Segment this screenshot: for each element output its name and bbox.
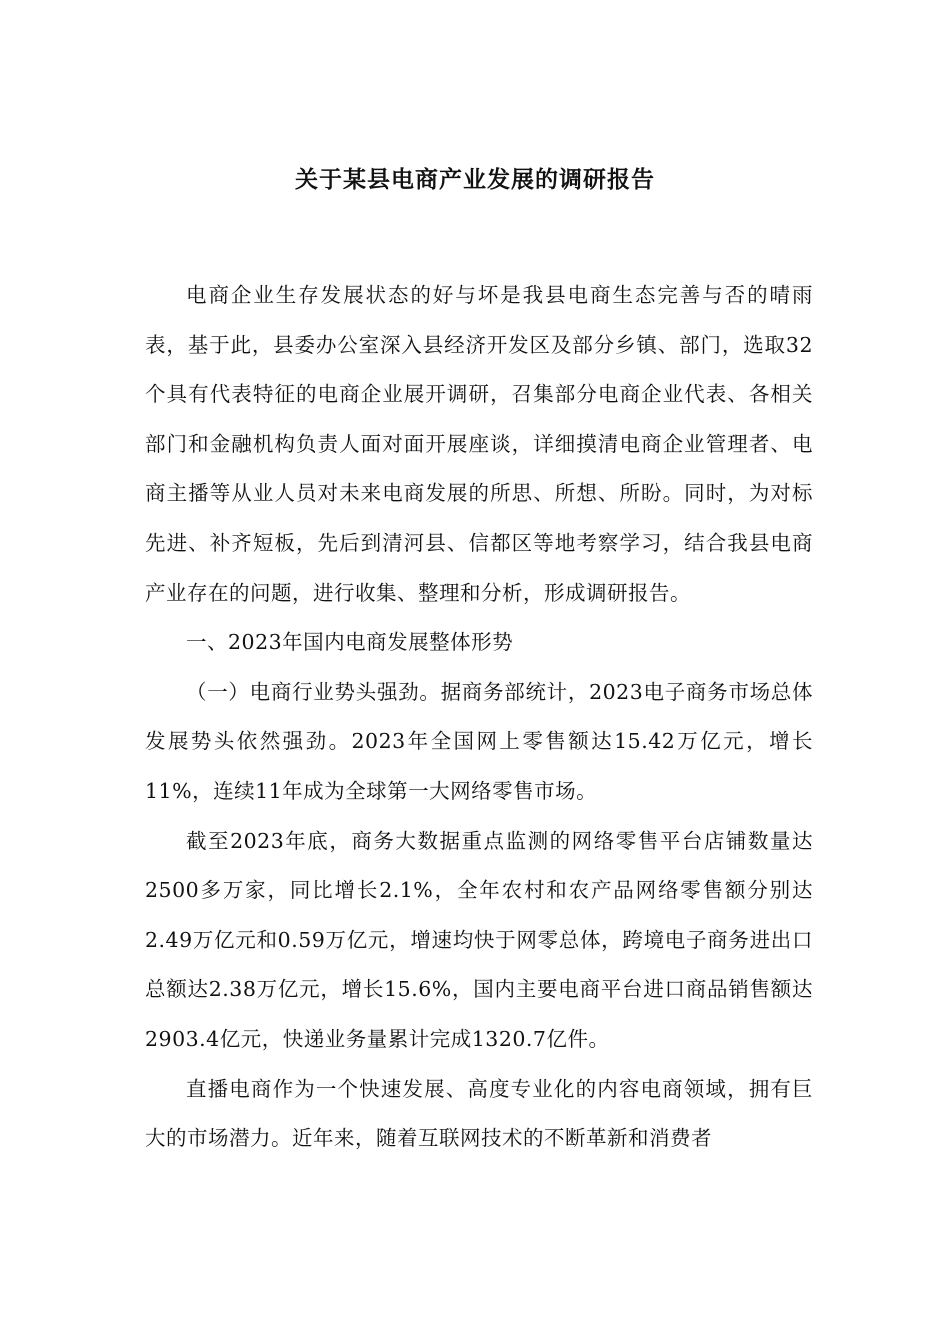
- paragraph-live-commerce: 直播电商作为一个快速发展、高度专业化的内容电商领域，拥有巨大的市场潜力。近年来，随着互联网技术的不断革新和消费者: [145, 1076, 813, 1151]
- paragraph-statistics: 截至2023年底，商务大数据重点监测的网络零售平台店铺数量达2500多万家，同比增长2.1%，全年农村和农产品网络零售额分别达2.49万亿元和0.59万亿元，增速均快于网零总体，跨境电子商务进出口总额达2.38万亿元，增长15.6%，国内主要电商平台进口商品销售额达2903.4亿元，快递业务量累计完成1320.7亿件。: [145, 828, 813, 1051]
- paragraph-intro: 电商企业生存发展状态的好与坏是我县电商生态完善与否的晴雨表，基于此，县委办公室深入县经济开发区及部分乡镇、部门，选取32个具有代表特征的电商企业展开调研，召集部分电商企业代表、各相关部门和金融机构负责人面对面开展座谈，详细摸清电商企业管理者、电商主播等从业人员对未来电商发展的所思、所想、所盼。同时，为对标先进、补齐短板，先后到清河县、信都区等地考察学习，结合我县电商产业存在的问题，进行收集、整理和分析，形成调研报告。: [145, 283, 813, 605]
- document-title: 关于某县电商产业发展的调研报告: [295, 166, 655, 193]
- section-heading-1: 一、2023年国内电商发展整体形势: [186, 630, 514, 655]
- document-body: [145, 271, 813, 1164]
- paragraph-industry-momentum: （一）电商行业势头强劲。据商务部统计，2023电子商务市场总体发展势头依然强劲。2023年全国网上零售额达15.42万亿元，增长11%，连续11年成为全球第一大网络零售市场。: [145, 679, 813, 803]
